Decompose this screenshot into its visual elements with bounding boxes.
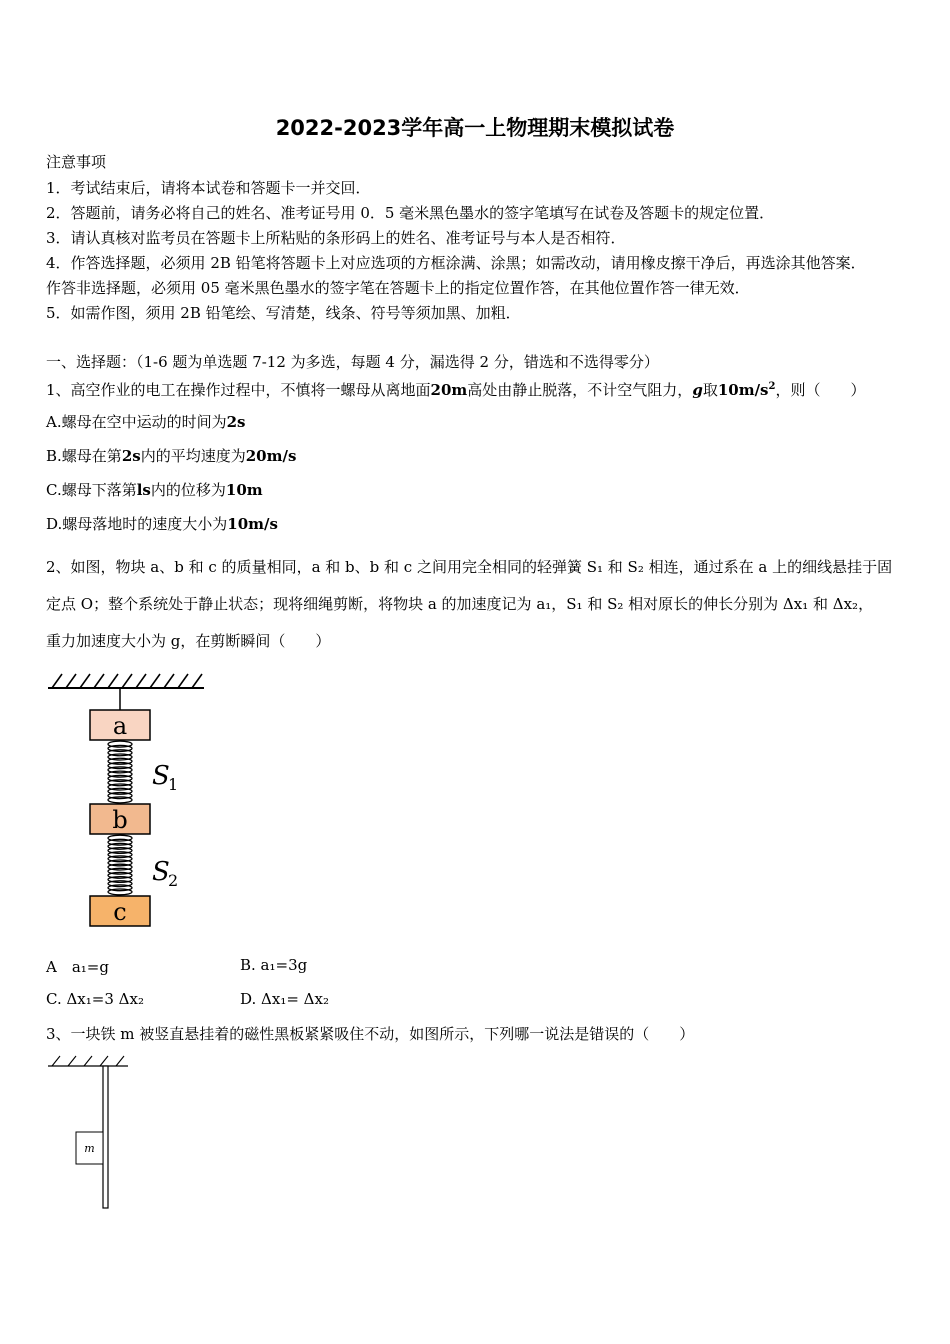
notice-item-4b: 作答非选择题，必须用 05 毫米黑色墨水的签字笔在答题卡上的指定位置作答，在其他位置作答一律无效．: [46, 279, 750, 297]
spring-s1: [108, 741, 132, 803]
spring-coil: [108, 797, 132, 803]
iron-block-label: m: [84, 1142, 95, 1155]
notice-item-5: 5．如需作图，须用 2B 铅笔绘、写清楚，线条、符号等须加黑、加粗．: [46, 304, 521, 322]
q2-stem-line3: 重力加速度大小为 g，在剪断瞬间（ ）: [46, 632, 331, 650]
spring-s2-subscript: 2: [168, 871, 179, 890]
ceiling-hatch: [52, 674, 202, 688]
page-title: 2022-2023学年高一上物理期末模拟试卷: [275, 116, 675, 140]
spring-s2-label: S: [152, 857, 170, 887]
spring-s1-label: S: [152, 761, 170, 791]
q1-option-d: D.螺母落地时的速度大小为10m/s: [46, 515, 278, 533]
q3-stem: 3、一块铁 m 被竖直悬挂着的磁性黑板紧紧吸住不动，如图所示，下列哪一说法是错误的（ ）: [46, 1025, 695, 1043]
spring-blocks-figure: [40, 668, 220, 934]
notice-item-2: 2．答题前，请务必将自己的姓名、准考证号用 0．5 毫米黑色墨水的签字笔填写在试卷及答题卡的规定位置．: [46, 204, 775, 222]
q1-option-c: C.螺母下落第ls内的位移为10m: [46, 481, 263, 499]
q2-option-d: D. Δx₁= Δx₂: [240, 990, 329, 1008]
spring-s1-subscript: 1: [168, 775, 179, 794]
q2-stem-line1: 2、如图，物块 a、b 和 c 的质量相同，a 和 b、b 和 c 之间用完全相同的轻弹簧 S₁ 和 S₂ 相连，通过系在 a 上的细线悬挂于固: [46, 558, 893, 576]
notice-item-3: 3．请认真核对监考员在答题卡上所粘贴的条形码上的姓名、准考证号与本人是否相符．: [46, 229, 626, 247]
block-b-label: b: [112, 806, 128, 834]
spring-s2: [108, 835, 132, 895]
block-a-label: a: [112, 712, 128, 740]
q2-option-a: A a₁=g: [46, 958, 109, 976]
q1-stem: 1、高空作业的电工在操作过程中，不慎将一螺母从离地面20m高处由静止脱落，不计空气阻力，g取$10m/s^2$，则（ ）: [46, 381, 866, 399]
q1-option-a: A.螺母在空中运动的时间为2s: [46, 413, 246, 431]
notice-item-1: 1．考试结束后，请将本试卷和答题卡一并交回．: [46, 179, 371, 197]
block-c-label: c: [113, 898, 127, 926]
q1-option-b: B.螺母在第2s内的平均速度为20m/s: [46, 447, 297, 465]
blackboard: [103, 1066, 108, 1208]
q2-stem-line2: 定点 O；整个系统处于静止状态；现将细绳剪断，将物块 a 的加速度记为 a₁，S₁ 和 S₂ 相对原长的伸长分别为 Δx₁ 和 Δx₂，: [46, 595, 874, 613]
ceiling-hatch: [52, 1056, 124, 1066]
q2-option-c: C. Δx₁=3 Δx₂: [46, 990, 144, 1008]
notice-item-4: 4．作答选择题，必须用 2B 铅笔将答题卡上对应选项的方框涂满、涂黑；如需改动，请用橡皮擦干净后，再选涂其他答案．: [46, 254, 866, 272]
q2-option-b: B. a₁=3g: [240, 956, 308, 974]
spring-coil: [108, 889, 132, 895]
magnet-board-figure: [42, 1050, 138, 1216]
notice-heading: 注意事项: [46, 153, 107, 171]
section-heading: 一、选择题：（1-6 题为单选题 7-12 为多选，每题 4 分，漏选得 2 分，错选和不选得零分）: [46, 353, 659, 371]
